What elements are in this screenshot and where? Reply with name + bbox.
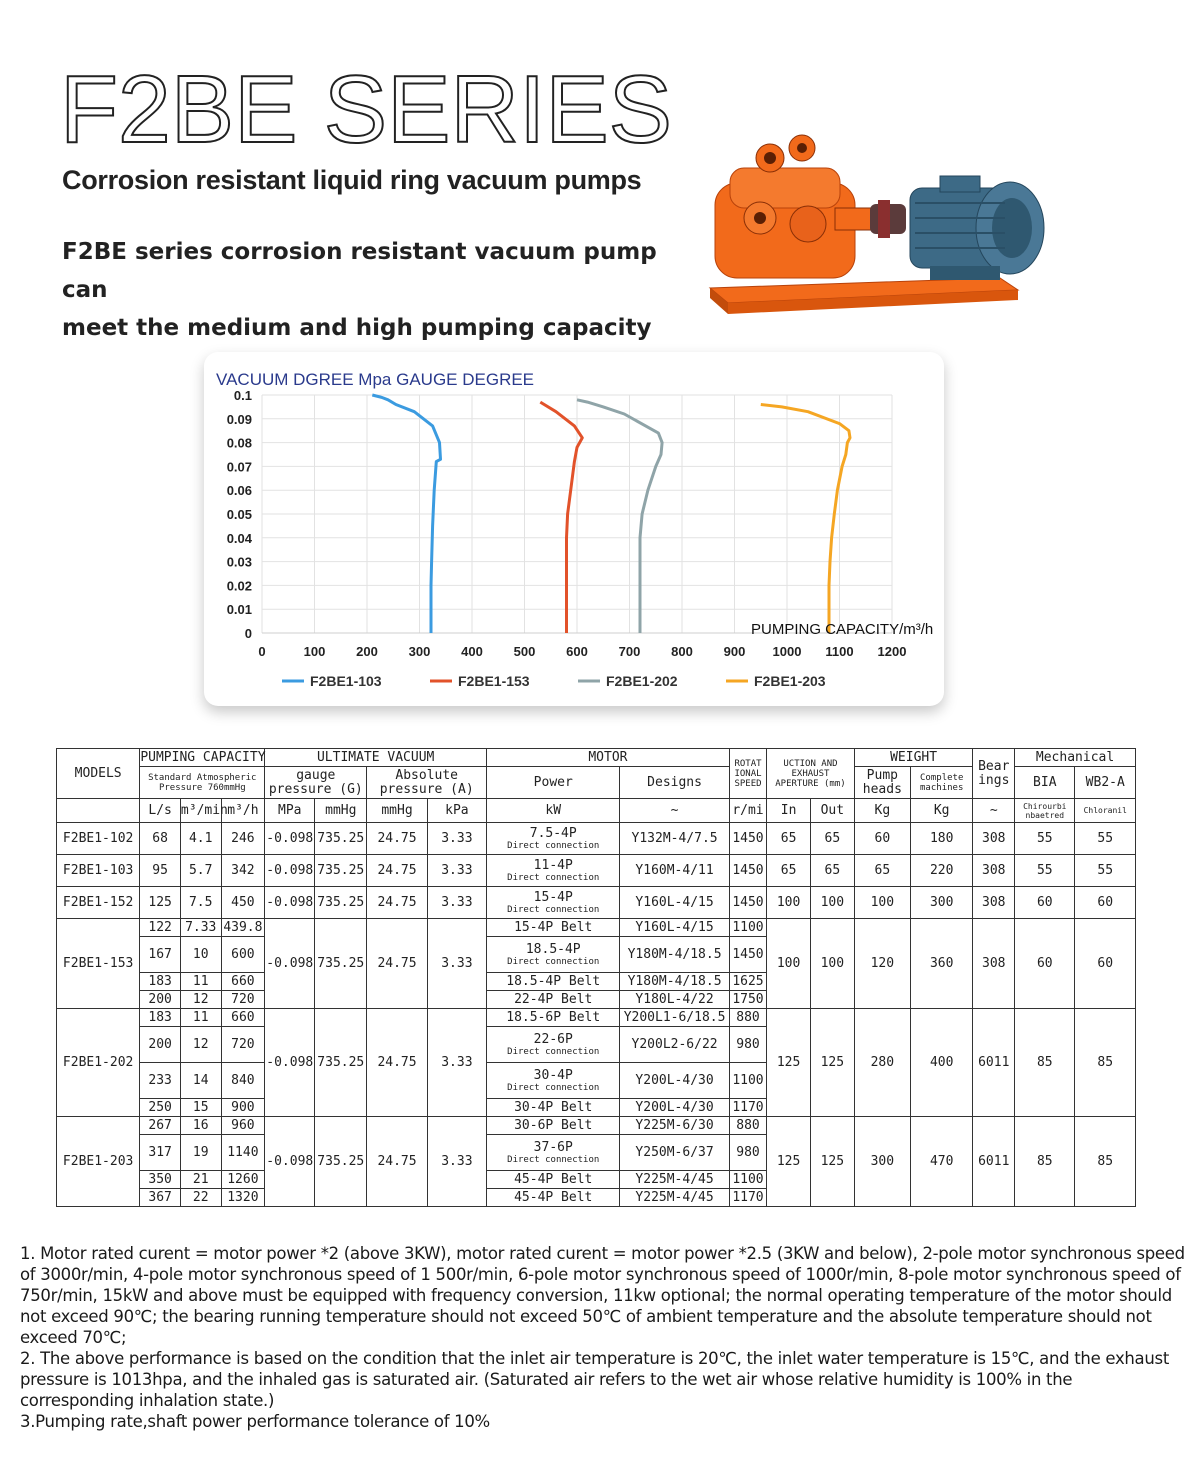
unit-m3h: m³/h bbox=[221, 799, 265, 823]
cell-m3min: 14 bbox=[180, 1063, 221, 1099]
header-bearings: Bear ings bbox=[973, 749, 1015, 799]
cell-complete: 470 bbox=[910, 1117, 972, 1207]
cell-speed: 980 bbox=[729, 1135, 766, 1171]
y-tick-label: 0.02 bbox=[226, 578, 252, 594]
cell-design: Y200L1-6/18.5 bbox=[620, 1009, 729, 1027]
cell-pump-heads: 280 bbox=[854, 1009, 910, 1117]
cell-power bbox=[487, 1027, 620, 1063]
cell-power bbox=[487, 855, 620, 887]
cell-speed: 1450 bbox=[729, 887, 766, 919]
x-axis-ticks bbox=[258, 644, 906, 659]
cell-mmhg: 735.25 bbox=[315, 1009, 367, 1117]
cell-design: Y225M-4/45 bbox=[620, 1189, 729, 1207]
cell-mpa: -0.098 bbox=[265, 919, 315, 1009]
cell-design: Y200L-4/30 bbox=[620, 1099, 729, 1117]
header-bia: BIA bbox=[1015, 767, 1075, 799]
cell-abs-mmhg: 24.75 bbox=[367, 1117, 427, 1207]
cell-speed: 1100 bbox=[729, 919, 766, 937]
note-2: 2. The above performance is based on the condition that the inlet air temperature is 20℃, the inlet water temperature is 15℃, and the exhaust pressure is 1013hpa, and the inhaled gas is saturated air. (Saturated air refers to the wet air whose relative humidity is 100% in the corresponding inhalation state.) bbox=[20, 1349, 1169, 1410]
note-3: 3.Pumping rate,shaft power performance tolerance of 10% bbox=[20, 1412, 490, 1431]
table-row bbox=[57, 1117, 1136, 1135]
cell-pump-heads: 60 bbox=[854, 823, 910, 855]
cell-mpa: -0.098 bbox=[265, 1009, 315, 1117]
cell-m3min: 19 bbox=[180, 1135, 221, 1171]
note-1: 1. Motor rated curent = motor power *2 (above 3KW), motor rated curent = motor power *2.5 (3KW and below), 2-pole motor synchronous speed of 3000r/min, 4-pole motor synchronous speed of 1 500r/min, 6-pole motor synchronous speed of 1000r/min, 8-pole motor synchronous speed of 750r/min, 15kW and above must be equipped with frequency conversion, 11kw optional; the normal operating temperature of the motor should not exceed 90℃; the bearing running temperature should not exceed 50℃ of ambient temperature and the absolute temperature should not exceed 70℃; bbox=[20, 1244, 1185, 1347]
model-name: F2BE1-203 bbox=[57, 1117, 140, 1207]
cell-bia: 60 bbox=[1015, 919, 1075, 1009]
cell-complete: 220 bbox=[910, 855, 972, 887]
model-name: F2BE1-102 bbox=[57, 823, 140, 855]
cell-bia: 85 bbox=[1015, 1117, 1075, 1207]
power-value: 7.5-4P bbox=[529, 825, 577, 841]
cell-power bbox=[487, 823, 620, 855]
pump-illustration bbox=[700, 128, 1060, 328]
intro-line-1: F2BE series corrosion resistant vacuum pump can bbox=[62, 239, 657, 303]
vacuum-chart bbox=[204, 352, 944, 706]
model-name: F2BE1-152 bbox=[57, 887, 140, 919]
cell-ls: 125 bbox=[140, 887, 181, 919]
unit-out: Out bbox=[810, 799, 854, 823]
cell-in: 100 bbox=[767, 887, 811, 919]
vacuum-chart-card bbox=[204, 352, 944, 706]
header-pump-heads: Pump heads bbox=[854, 767, 910, 799]
cell-mmhg: 735.25 bbox=[315, 855, 367, 887]
table-row bbox=[57, 855, 1136, 887]
legend-label: F2BE1-202 bbox=[606, 673, 678, 689]
power-value: 22-6P bbox=[533, 1031, 573, 1047]
cell-m3h: 450 bbox=[221, 887, 265, 919]
series-line-f2be1-153 bbox=[540, 402, 582, 633]
cell-m3h: 900 bbox=[221, 1099, 265, 1117]
unit-kg-heads: Kg bbox=[854, 799, 910, 823]
cell-m3min: 5.7 bbox=[180, 855, 221, 887]
power-value: 22-4P Belt bbox=[514, 991, 593, 1007]
direct-connection-note: Direct connection bbox=[507, 1082, 600, 1093]
table-row bbox=[57, 1009, 1136, 1027]
cell-out: 125 bbox=[810, 1117, 854, 1207]
cell-abs-mmhg: 24.75 bbox=[367, 919, 427, 1009]
subtitle: Corrosion resistant liquid ring vacuum pumps bbox=[62, 165, 642, 195]
intro-text bbox=[62, 233, 702, 347]
direct-connection-note: Direct connection bbox=[507, 904, 600, 915]
cell-ls: 250 bbox=[140, 1099, 181, 1117]
cell-complete: 180 bbox=[910, 823, 972, 855]
model-name: F2BE1-103 bbox=[57, 855, 140, 887]
cell-mmhg: 735.25 bbox=[315, 887, 367, 919]
power-value: 18.5-4P bbox=[525, 941, 581, 957]
cell-power bbox=[487, 1117, 620, 1135]
cell-design: Y180L-4/22 bbox=[620, 991, 729, 1009]
x-tick-label: 600 bbox=[566, 644, 588, 659]
cell-bia: 55 bbox=[1015, 823, 1075, 855]
legend-label: F2BE1-153 bbox=[458, 673, 530, 689]
x-tick-label: 800 bbox=[671, 644, 693, 659]
x-tick-label: 500 bbox=[513, 644, 536, 659]
unit-chloranil: Chloranil bbox=[1075, 799, 1136, 823]
direct-connection-note: Direct connection bbox=[507, 956, 600, 967]
cell-m3h: 1260 bbox=[221, 1171, 265, 1189]
cell-m3h: 660 bbox=[221, 1009, 265, 1027]
unit-mmhg-abs: mmHg bbox=[367, 799, 427, 823]
cell-m3min: 4.1 bbox=[180, 823, 221, 855]
cell-abs-mmhg: 24.75 bbox=[367, 823, 427, 855]
power-value: 15-4P bbox=[533, 889, 573, 905]
cell-m3min: 15 bbox=[180, 1099, 221, 1117]
cell-complete: 300 bbox=[910, 887, 972, 919]
cell-m3min: 16 bbox=[180, 1117, 221, 1135]
power-value: 15-4P Belt bbox=[514, 919, 593, 935]
chart-title: VACUUM DGREE Mpa GAUGE DEGREE bbox=[216, 370, 535, 389]
unit-blank bbox=[57, 799, 140, 823]
cell-wb2a: 60 bbox=[1075, 919, 1136, 1009]
cell-ls: 350 bbox=[140, 1171, 181, 1189]
header-mechanical: Mechanical bbox=[1015, 749, 1136, 767]
table-row bbox=[57, 823, 1136, 855]
cell-speed: 1750 bbox=[729, 991, 766, 1009]
hero-title-text: F2BE SERIES bbox=[60, 56, 672, 163]
cell-pump-heads: 300 bbox=[854, 1117, 910, 1207]
cell-kpa: 3.33 bbox=[427, 1009, 486, 1117]
cell-speed: 880 bbox=[729, 1009, 766, 1027]
cell-ls: 367 bbox=[140, 1189, 181, 1207]
cell-m3min: 10 bbox=[180, 937, 221, 973]
header-aperture: UCTION AND EXHAUST APERTURE (mm) bbox=[767, 749, 854, 799]
table-row bbox=[57, 887, 1136, 919]
header-complete-machines: Complete machines bbox=[910, 767, 972, 799]
cell-power bbox=[487, 991, 620, 1009]
cell-m3h: 960 bbox=[221, 1117, 265, 1135]
cell-design: Y160L-4/15 bbox=[620, 919, 729, 937]
cell-abs-mmhg: 24.75 bbox=[367, 855, 427, 887]
header-rotational-speed: ROTAT IONAL SPEED bbox=[729, 749, 766, 799]
unit-m3min: m³/min bbox=[180, 799, 221, 823]
cell-abs-mmhg: 24.75 bbox=[367, 1009, 427, 1117]
cell-mmhg: 735.25 bbox=[315, 1117, 367, 1207]
cell-ls: 317 bbox=[140, 1135, 181, 1171]
cell-m3min: 22 bbox=[180, 1189, 221, 1207]
x-tick-label: 200 bbox=[356, 644, 378, 659]
unit-rmin: r/mi bbox=[729, 799, 766, 823]
cell-m3h: 439.8 bbox=[221, 919, 265, 937]
legend-label: F2BE1-203 bbox=[754, 673, 826, 689]
cell-bia: 85 bbox=[1015, 1009, 1075, 1117]
cell-in: 65 bbox=[767, 855, 811, 887]
cell-power bbox=[487, 1189, 620, 1207]
cell-speed: 1170 bbox=[729, 1189, 766, 1207]
cell-out: 65 bbox=[810, 855, 854, 887]
y-tick-label: 0 bbox=[244, 626, 252, 641]
cell-kpa: 3.33 bbox=[427, 919, 486, 1009]
header-standard-pressure: Standard Atmospheric Pressure 760mmHg bbox=[140, 767, 265, 799]
cell-m3min: 7.33 bbox=[180, 919, 221, 937]
cell-ls: 95 bbox=[140, 855, 181, 887]
cell-m3h: 342 bbox=[221, 855, 265, 887]
cell-pump-heads: 65 bbox=[854, 855, 910, 887]
cell-m3h: 600 bbox=[221, 937, 265, 973]
unit-chirourbi: Chirourbi nbaetred bbox=[1015, 799, 1075, 823]
header-ultimate-vacuum: ULTIMATE VACUUM bbox=[265, 749, 487, 767]
cell-power bbox=[487, 937, 620, 973]
cell-bearings: 308 bbox=[973, 823, 1015, 855]
cell-design: Y225M-6/30 bbox=[620, 1117, 729, 1135]
x-tick-label: 700 bbox=[618, 644, 641, 659]
cell-design: Y160L-4/15 bbox=[620, 887, 729, 919]
cell-bearings: 308 bbox=[973, 855, 1015, 887]
cell-out: 125 bbox=[810, 1009, 854, 1117]
cell-speed: 1100 bbox=[729, 1063, 766, 1099]
cell-mpa: -0.098 bbox=[265, 823, 315, 855]
model-name: F2BE1-153 bbox=[57, 919, 140, 1009]
cell-ls: 200 bbox=[140, 991, 181, 1009]
x-tick-label: 100 bbox=[303, 644, 326, 659]
cell-power bbox=[487, 887, 620, 919]
cell-m3min: 21 bbox=[180, 1171, 221, 1189]
cell-ls: 233 bbox=[140, 1063, 181, 1099]
cell-ls: 183 bbox=[140, 973, 181, 991]
power-value: 45-4P Belt bbox=[514, 1171, 593, 1187]
cell-m3h: 246 bbox=[221, 823, 265, 855]
table-row bbox=[57, 919, 1136, 937]
cell-speed: 880 bbox=[729, 1117, 766, 1135]
power-value: 45-4P Belt bbox=[514, 1189, 593, 1205]
cell-design: Y180M-4/18.5 bbox=[620, 937, 729, 973]
x-tick-label: 0 bbox=[258, 644, 266, 659]
cell-out: 100 bbox=[810, 919, 854, 1009]
header-gauge-pressure: gauge pressure (G) bbox=[265, 767, 367, 799]
x-axis-label: PUMPING CAPACITY/m³/h bbox=[751, 621, 934, 638]
header-pumping-capacity: PUMPING CAPACITY bbox=[140, 749, 266, 765]
chart-legend bbox=[282, 673, 826, 689]
cell-m3h: 840 bbox=[221, 1063, 265, 1099]
unit-designs: ~ bbox=[620, 799, 729, 823]
y-tick-label: 0.06 bbox=[226, 483, 252, 499]
cell-mmhg: 735.25 bbox=[315, 919, 367, 1009]
unit-mpa: MPa bbox=[265, 799, 315, 823]
cell-ls: 183 bbox=[140, 1009, 181, 1027]
cell-speed: 1625 bbox=[729, 973, 766, 991]
unit-kg-complete: Kg bbox=[910, 799, 972, 823]
cell-wb2a: 60 bbox=[1075, 887, 1136, 919]
cell-ls: 200 bbox=[140, 1027, 181, 1063]
cell-power bbox=[487, 1171, 620, 1189]
cell-m3min: 12 bbox=[180, 991, 221, 1009]
header-motor: MOTOR bbox=[487, 749, 730, 767]
cell-complete: 360 bbox=[910, 919, 972, 1009]
power-value: 18.5-6P Belt bbox=[506, 1009, 601, 1025]
y-tick-label: 0.03 bbox=[226, 554, 252, 570]
cell-bia: 60 bbox=[1015, 887, 1075, 919]
legend-label: F2BE1-103 bbox=[310, 673, 382, 689]
direct-connection-note: Direct connection bbox=[507, 872, 600, 883]
cell-wb2a: 55 bbox=[1075, 823, 1136, 855]
series-line-f2be1-202 bbox=[577, 400, 662, 633]
spec-table bbox=[56, 748, 1136, 1207]
cell-kpa: 3.33 bbox=[427, 823, 486, 855]
cell-ls: 68 bbox=[140, 823, 181, 855]
cell-in: 65 bbox=[767, 823, 811, 855]
cell-mmhg: 735.25 bbox=[315, 823, 367, 855]
cell-design: Y180M-4/18.5 bbox=[620, 973, 729, 991]
cell-mpa: -0.098 bbox=[265, 855, 315, 887]
cell-bearings: 308 bbox=[973, 919, 1015, 1009]
unit-kpa: kPa bbox=[427, 799, 486, 823]
cell-pump-heads: 120 bbox=[854, 919, 910, 1009]
cell-kpa: 3.33 bbox=[427, 855, 486, 887]
cell-m3min: 11 bbox=[180, 1009, 221, 1027]
power-value: 30-4P Belt bbox=[514, 1099, 593, 1115]
cell-power bbox=[487, 1063, 620, 1099]
cell-power bbox=[487, 1135, 620, 1171]
power-value: 18.5-4P Belt bbox=[506, 973, 601, 989]
y-tick-label: 0.05 bbox=[226, 507, 252, 522]
notes bbox=[20, 1243, 1185, 1432]
cell-complete: 400 bbox=[910, 1009, 972, 1117]
y-tick-label: 0.01 bbox=[226, 602, 252, 618]
cell-speed: 1100 bbox=[729, 1171, 766, 1189]
power-value: 11-4P bbox=[533, 857, 573, 873]
direct-connection-note: Direct connection bbox=[507, 1046, 600, 1057]
header-wb2a: WB2-A bbox=[1075, 767, 1136, 799]
direct-connection-note: Direct connection bbox=[507, 1154, 600, 1165]
header-absolute-pressure: Absolute pressure (A) bbox=[367, 767, 487, 799]
cell-speed: 1450 bbox=[729, 855, 766, 887]
cell-in: 125 bbox=[767, 1009, 811, 1117]
hero-title bbox=[60, 56, 680, 163]
x-tick-label: 400 bbox=[461, 644, 483, 659]
cell-power bbox=[487, 1099, 620, 1117]
power-value: 37-6P bbox=[533, 1139, 573, 1155]
cell-power bbox=[487, 919, 620, 937]
cell-wb2a: 55 bbox=[1075, 855, 1136, 887]
header-weight: WEIGHT bbox=[854, 749, 973, 767]
cell-design: Y250M-6/37 bbox=[620, 1135, 729, 1171]
direct-connection-note: Direct connection bbox=[507, 840, 600, 851]
cell-mpa: -0.098 bbox=[265, 1117, 315, 1207]
cell-kpa: 3.33 bbox=[427, 887, 486, 919]
unit-in: In bbox=[767, 799, 811, 823]
cell-power bbox=[487, 973, 620, 991]
cell-out: 100 bbox=[810, 887, 854, 919]
cell-m3h: 660 bbox=[221, 973, 265, 991]
power-value: 30-6P Belt bbox=[514, 1117, 593, 1133]
cell-in: 100 bbox=[767, 919, 811, 1009]
series-line-f2be1-203 bbox=[761, 405, 850, 634]
cell-bia: 55 bbox=[1015, 855, 1075, 887]
cell-bearings: 6011 bbox=[973, 1117, 1015, 1207]
cell-design: Y200L-4/30 bbox=[620, 1063, 729, 1099]
y-tick-label: 0.08 bbox=[226, 435, 252, 451]
header-models: MODELS bbox=[57, 749, 140, 799]
cell-power bbox=[487, 1009, 620, 1027]
cell-wb2a: 85 bbox=[1075, 1009, 1136, 1117]
y-tick-label: 0.07 bbox=[226, 459, 252, 475]
cell-kpa: 3.33 bbox=[427, 1117, 486, 1207]
unit-mmhg-gauge: mmHg bbox=[315, 799, 367, 823]
y-tick-label: 0.04 bbox=[226, 530, 252, 546]
intro-line-2: meet the medium and high pumping capacity bbox=[62, 315, 652, 341]
cell-m3h: 720 bbox=[221, 1027, 265, 1063]
cell-speed: 980 bbox=[729, 1027, 766, 1063]
cell-speed: 1170 bbox=[729, 1099, 766, 1117]
cell-mpa: -0.098 bbox=[265, 887, 315, 919]
cell-bearings: 308 bbox=[973, 887, 1015, 919]
unit-kw: kW bbox=[487, 799, 620, 823]
cell-m3min: 11 bbox=[180, 973, 221, 991]
model-name: F2BE1-202 bbox=[57, 1009, 140, 1117]
cell-ls: 167 bbox=[140, 937, 181, 973]
cell-speed: 1450 bbox=[729, 937, 766, 973]
cell-m3h: 1320 bbox=[221, 1189, 265, 1207]
header-power: Power bbox=[487, 767, 620, 799]
x-tick-label: 1200 bbox=[877, 644, 907, 659]
unit-ls: L/s bbox=[140, 799, 181, 823]
cell-abs-mmhg: 24.75 bbox=[367, 887, 427, 919]
cell-ls: 122 bbox=[140, 919, 181, 937]
cell-ls: 267 bbox=[140, 1117, 181, 1135]
cell-bearings: 6011 bbox=[973, 1009, 1015, 1117]
cell-design: Y225M-4/45 bbox=[620, 1171, 729, 1189]
y-tick-label: 0.1 bbox=[233, 388, 252, 403]
cell-m3h: 1140 bbox=[221, 1135, 265, 1171]
cell-wb2a: 85 bbox=[1075, 1117, 1136, 1207]
cell-speed: 1450 bbox=[729, 823, 766, 855]
y-axis-ticks bbox=[227, 388, 253, 641]
header-designs: Designs bbox=[620, 767, 729, 799]
x-tick-label: 900 bbox=[723, 644, 746, 659]
cell-design: Y160M-4/11 bbox=[620, 855, 729, 887]
cell-m3min: 7.5 bbox=[180, 887, 221, 919]
cell-pump-heads: 100 bbox=[854, 887, 910, 919]
unit-bearings: ~ bbox=[973, 799, 1015, 823]
cell-design: Y200L2-6/22 bbox=[620, 1027, 729, 1063]
x-tick-label: 1100 bbox=[825, 644, 854, 659]
cell-out: 65 bbox=[810, 823, 854, 855]
y-tick-label: 0.09 bbox=[226, 411, 252, 427]
x-tick-label: 300 bbox=[408, 644, 431, 659]
cell-in: 125 bbox=[767, 1117, 811, 1207]
cell-m3min: 12 bbox=[180, 1027, 221, 1063]
x-tick-label: 1000 bbox=[772, 644, 802, 659]
cell-m3h: 720 bbox=[221, 991, 265, 1009]
power-value: 30-4P bbox=[533, 1067, 573, 1083]
cell-design: Y132M-4/7.5 bbox=[620, 823, 729, 855]
